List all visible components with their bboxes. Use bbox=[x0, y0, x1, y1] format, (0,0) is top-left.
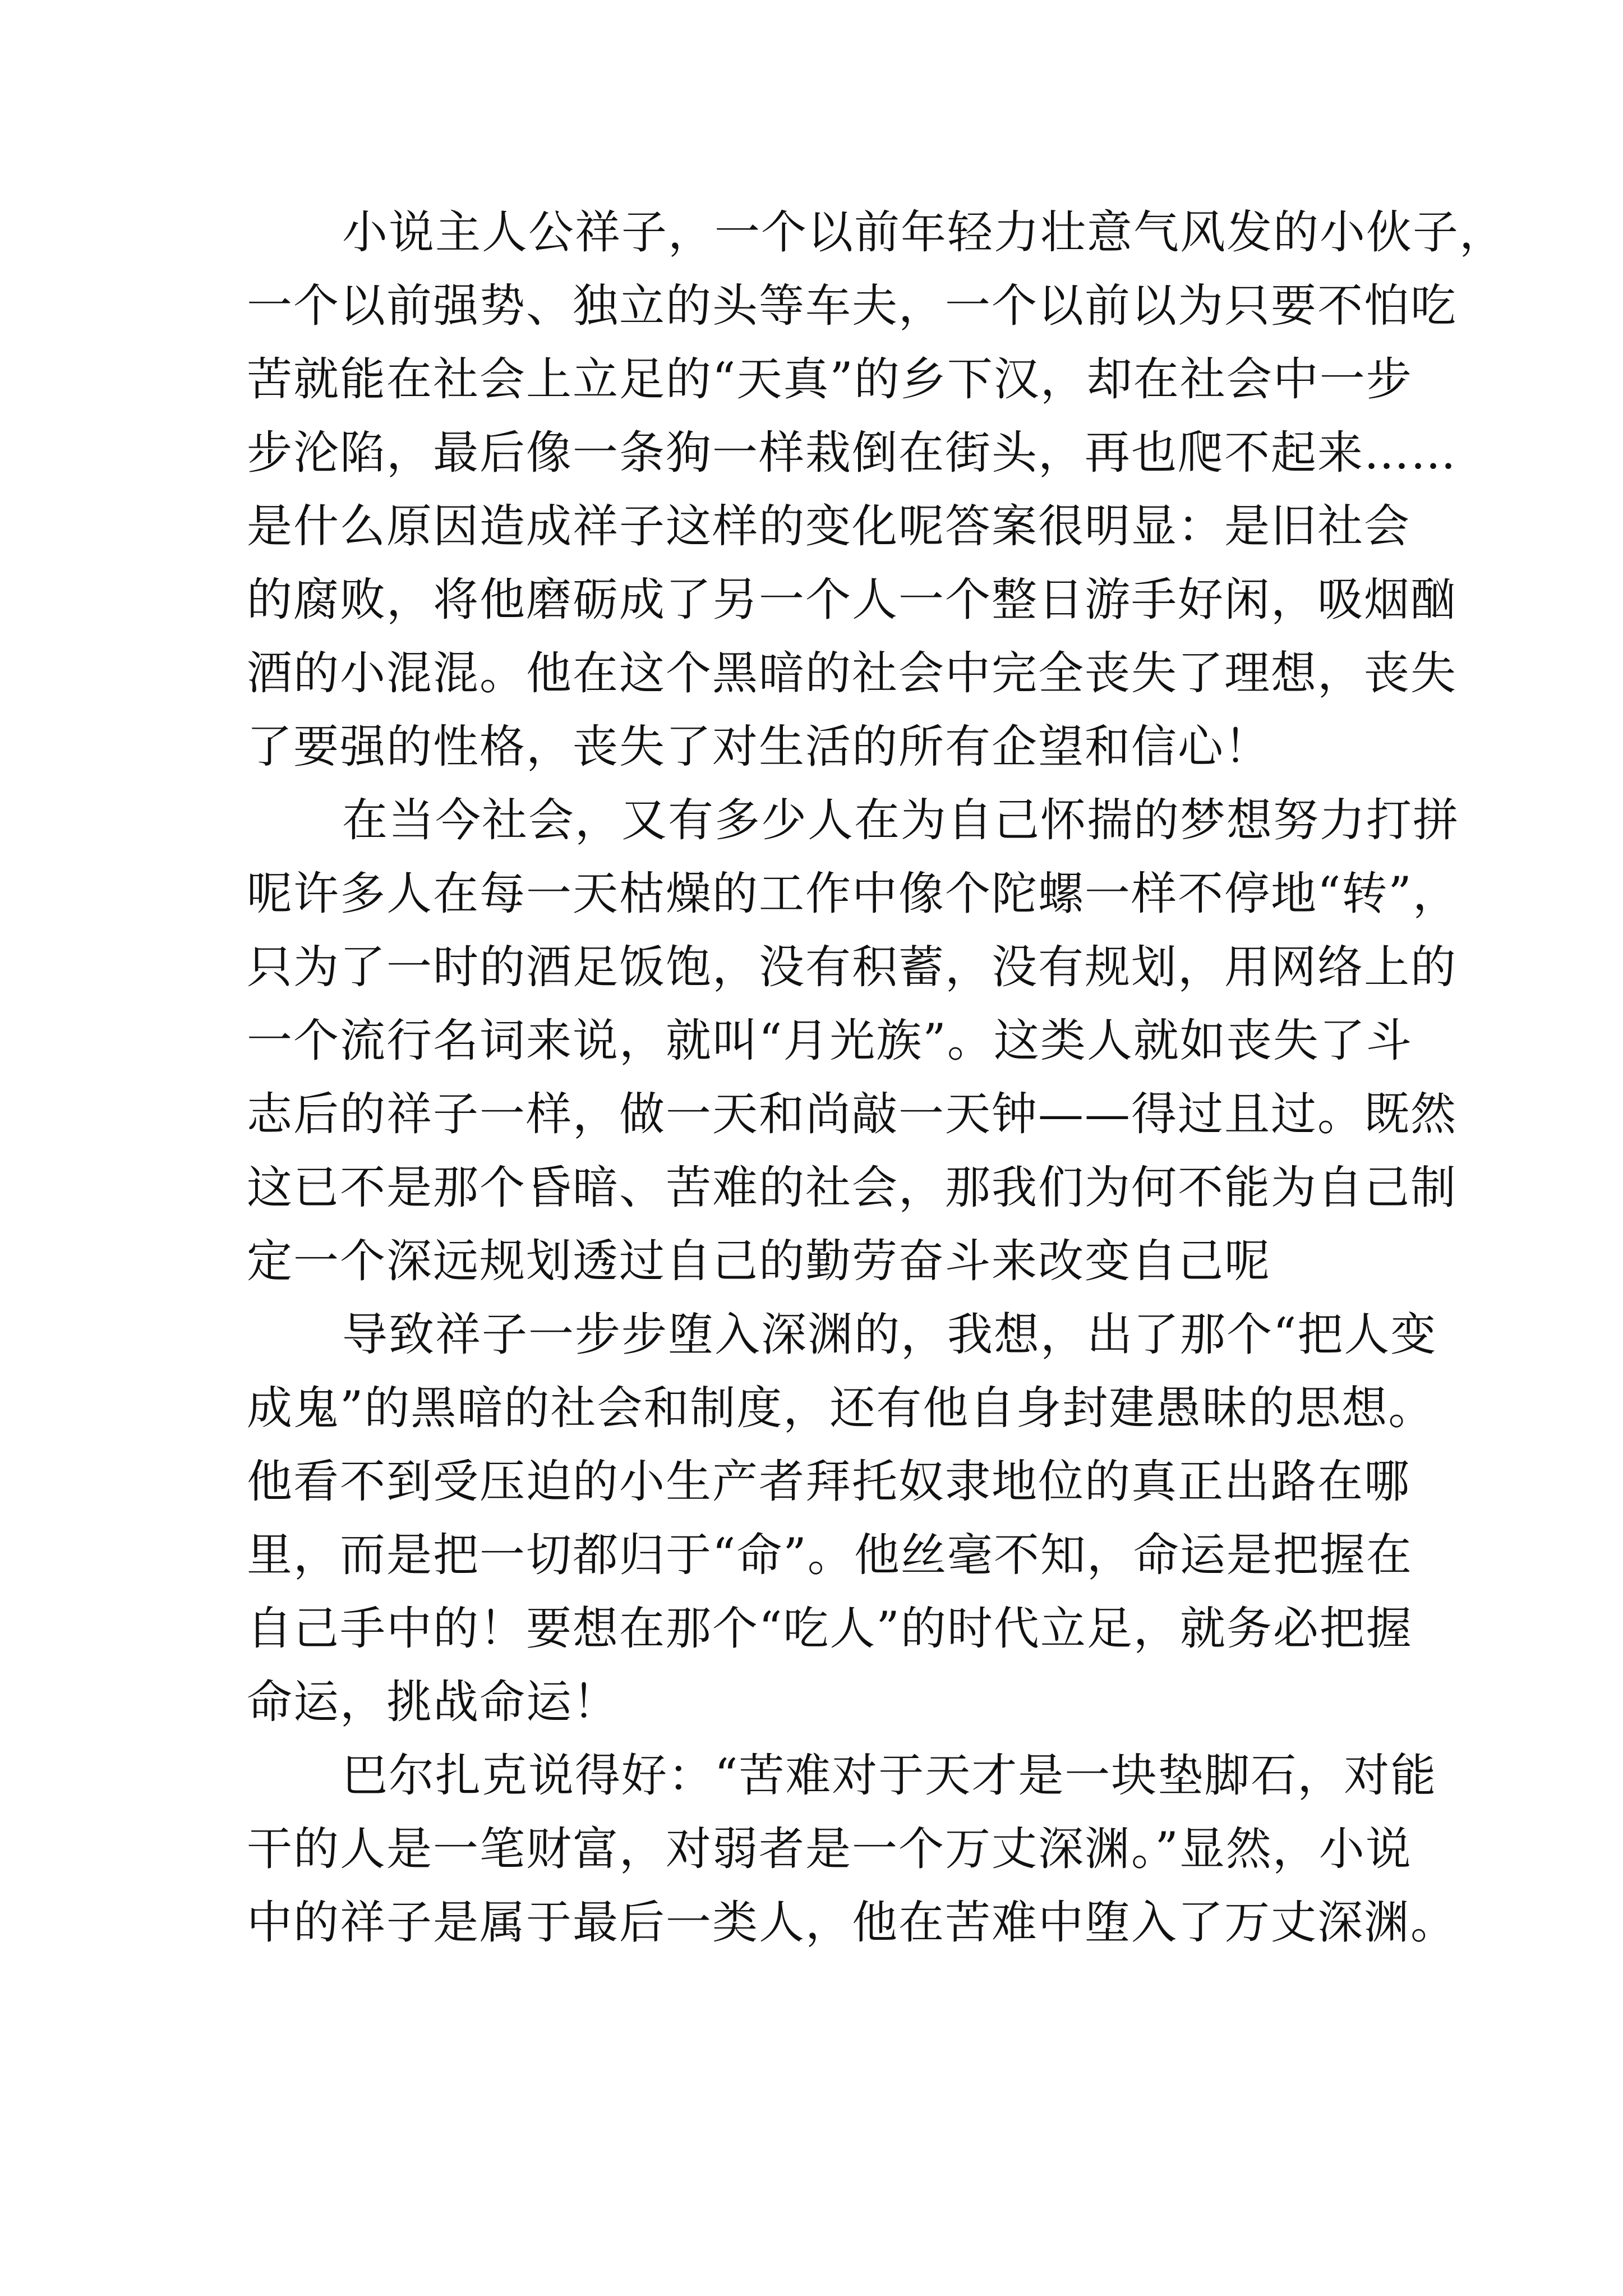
paragraph-1-line-4: 步沦陷，最后像一条狗一样栽倒在街头，再也爬不起来…… bbox=[247, 427, 1458, 480]
paragraph-1-line-8: 了要强的性格，丧失了对生活的所有企望和信心！ bbox=[247, 721, 1271, 774]
paragraph-2-line-7: 定一个深远规划透过自己的勤劳奋斗来改变自己呢 bbox=[247, 1235, 1271, 1288]
paragraph-3-line-2: 成鬼”的黑暗的社会和制度，还有他自身封建愚昧的思想。 bbox=[247, 1382, 1435, 1435]
paragraph-2-line-4: 一个流行名词来说，就叫“月光族”。这类人就如丧失了斗 bbox=[247, 1015, 1413, 1068]
paragraph-4-line-1: 巴尔扎克说得好：“苦难对于天才是一块垫脚石，对能 bbox=[342, 1750, 1437, 1802]
paragraph-4-line-2: 干的人是一笔财富，对弱者是一个万丈深渊。”显然，小说 bbox=[247, 1823, 1412, 1876]
essay-body bbox=[247, 196, 1506, 1960]
paragraph-1-line-5: 是什么原因造成祥子这样的变化呢答案很明显：是旧社会 bbox=[247, 500, 1411, 553]
paragraph-2-line-1: 在当今社会，又有多少人在为自己怀揣的梦想努力打拼 bbox=[342, 794, 1460, 847]
paragraph-2-line-6: 这已不是那个昏暗、苦难的社会，那我们为何不能为自己制 bbox=[247, 1162, 1458, 1214]
paragraph-3-line-6: 命运，挑战命运！ bbox=[247, 1676, 620, 1729]
paragraph-1-line-1: 小说主人公祥子，一个以前年轻力壮意气风发的小伙子， bbox=[342, 206, 1506, 259]
paragraph-4-line-3: 中的祥子是属于最后一类人，他在苦难中堕入了万丈深渊。 bbox=[247, 1897, 1458, 1949]
paragraph-2-line-5: 志后的祥子一样，做一天和尚敲一天钟——得过且过。既然 bbox=[247, 1088, 1458, 1141]
paragraph-3-line-1: 导致祥子一步步堕入深渊的，我想，出了那个“把人变 bbox=[342, 1309, 1437, 1361]
paragraph-1-line-2: 一个以前强势、独立的头等车夫，一个以前以为只要不怕吃 bbox=[247, 280, 1458, 333]
paragraph-2-line-2: 呢许多人在每一天枯燥的工作中像个陀螺一样不停地“转”， bbox=[247, 868, 1459, 921]
paragraph-2-line-3: 只为了一时的酒足饭饱，没有积蓄，没有规划，用网络上的 bbox=[247, 941, 1458, 994]
paragraph-1-line-7: 酒的小混混。他在这个黑暗的社会中完全丧失了理想，丧失 bbox=[247, 647, 1458, 700]
paragraph-1-line-6: 的腐败，将他磨砺成了另一个人一个整日游手好闲，吸烟酗 bbox=[247, 574, 1458, 627]
paragraph-3-line-5: 自己手中的！要想在那个“吃人”的时代立足，就务必把握 bbox=[247, 1603, 1413, 1655]
paragraph-1-line-3: 苦就能在社会上立足的“天真”的乡下汉，却在社会中一步 bbox=[247, 353, 1413, 406]
paragraph-3-line-3: 他看不到受压迫的小生产者拜托奴隶地位的真正出路在哪 bbox=[247, 1456, 1411, 1508]
paragraph-3-line-4: 里，而是把一切都归于“命”。他丝毫不知，命运是把握在 bbox=[247, 1529, 1413, 1582]
